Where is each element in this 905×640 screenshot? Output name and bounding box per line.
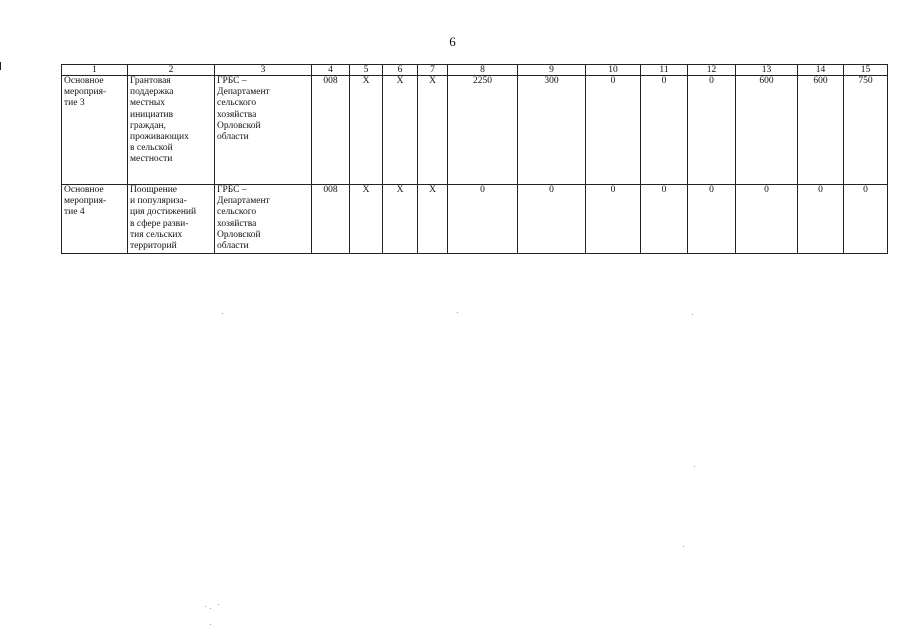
header-row — [62, 65, 888, 76]
amount-cell: 750 — [844, 76, 888, 185]
scan-speck — [205, 606, 206, 607]
column-header: 8 — [448, 65, 518, 76]
amount-cell: 0 — [844, 185, 888, 254]
column-header: 14 — [798, 65, 844, 76]
scan-speck — [692, 314, 693, 315]
scan-speck — [218, 604, 219, 605]
amount-cell: 2250 — [448, 76, 518, 185]
amount-cell: 0 — [518, 185, 586, 254]
measure-name-cell: Основное мероприя- тие 3 — [62, 76, 128, 185]
column-header: 15 — [844, 65, 888, 76]
amount-cell: 0 — [641, 76, 688, 185]
table-cell: Х — [350, 185, 383, 254]
table-cell: Х — [383, 76, 418, 185]
amount-cell: 0 — [798, 185, 844, 254]
table-cell: Х — [350, 76, 383, 185]
code-cell: 008 — [312, 185, 350, 254]
table-row-measure-3 — [62, 76, 888, 185]
column-header: 2 — [128, 65, 215, 76]
column-header: 9 — [518, 65, 586, 76]
code-cell: 008 — [312, 76, 350, 185]
scan-speck — [694, 466, 695, 467]
administrator-cell: ГРБС – Департамент сельского хозяйства Орловской области — [215, 76, 312, 185]
column-header: 7 — [418, 65, 448, 76]
table-cell: Х — [418, 76, 448, 185]
amount-cell: 0 — [586, 76, 641, 185]
column-header: 13 — [736, 65, 798, 76]
scan-speck — [210, 624, 211, 625]
amount-cell: 0 — [688, 76, 736, 185]
amount-cell: 300 — [518, 76, 586, 185]
scan-speck — [210, 608, 211, 609]
amount-cell: 0 — [448, 185, 518, 254]
amount-cell: 0 — [688, 185, 736, 254]
amount-cell: 600 — [736, 76, 798, 185]
column-header: 12 — [688, 65, 736, 76]
margin-mark — [0, 62, 1, 70]
column-header: 1 — [62, 65, 128, 76]
column-header: 10 — [586, 65, 641, 76]
amount-cell: 0 — [586, 185, 641, 254]
page-number: 6 — [449, 34, 456, 49]
column-header: 4 — [312, 65, 350, 76]
column-header: 11 — [641, 65, 688, 76]
column-header: 3 — [215, 65, 312, 76]
scan-speck — [457, 312, 458, 313]
administrator-cell: ГРБС – Департамент сельского хозяйства Орловской области — [215, 185, 312, 254]
column-header: 6 — [383, 65, 418, 76]
scan-speck — [222, 313, 223, 314]
measure-description-cell: Поощрение и популяриза- ция достижений в сфере разви- тия сельских территорий — [128, 185, 215, 254]
column-header: 5 — [350, 65, 383, 76]
scan-speck — [683, 546, 684, 547]
budget-table — [61, 64, 888, 254]
table-cell: Х — [383, 185, 418, 254]
amount-cell: 0 — [641, 185, 688, 254]
table-cell: Х — [418, 185, 448, 254]
table-row-measure-4 — [62, 185, 888, 254]
amount-cell: 0 — [736, 185, 798, 254]
amount-cell: 600 — [798, 76, 844, 185]
measure-description-cell: Грантовая поддержка местных инициатив граждан, проживающих в сельской местности — [128, 76, 215, 185]
measure-name-cell: Основное мероприя- тие 4 — [62, 185, 128, 254]
